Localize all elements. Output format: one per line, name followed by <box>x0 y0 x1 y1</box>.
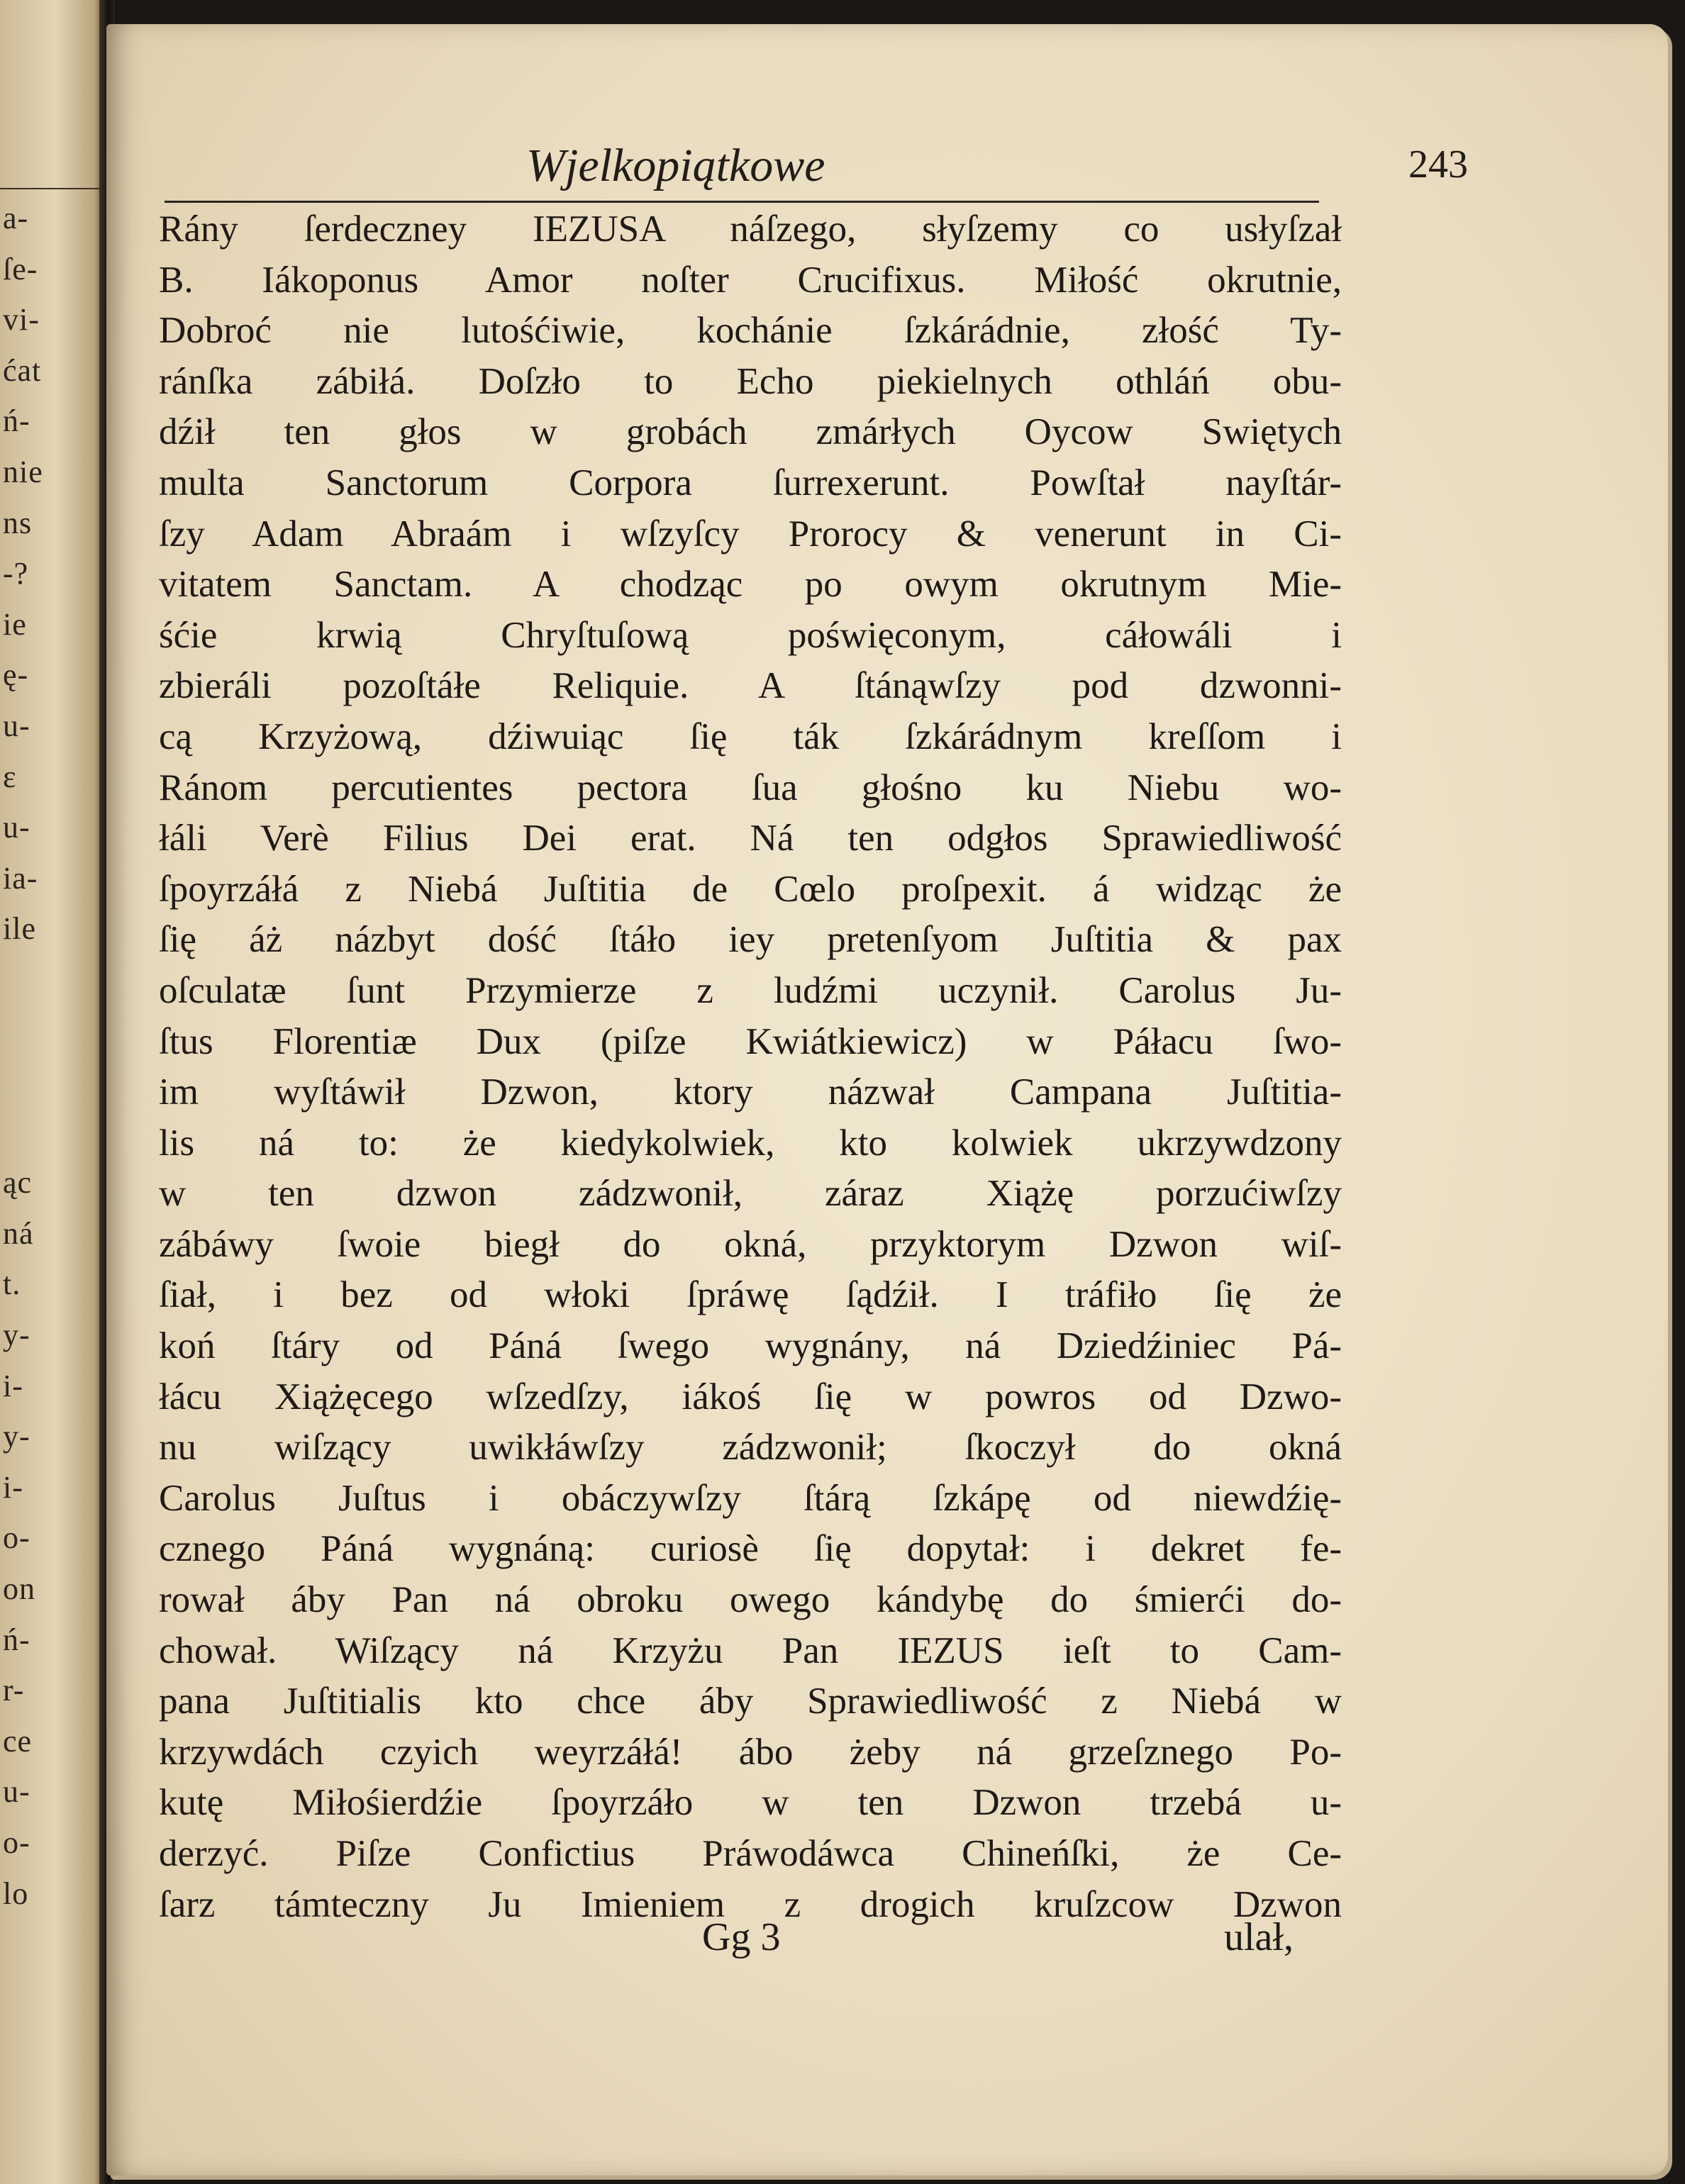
previous-page-edge <box>0 0 103 2184</box>
text-line: w ten dzwon zádzwonił, záraz Xiążę porzućiwſzy <box>159 1173 1342 1215</box>
previous-page-fragment: ę- <box>3 657 29 693</box>
catchword: ulał, <box>1224 1915 1294 1959</box>
text-line: pana Juſtitialis kto chce áby Sprawiedliwość z Niebá w <box>159 1681 1342 1722</box>
previous-page-fragment: lo <box>3 1876 29 1911</box>
previous-page-fragment <box>3 1056 43 1107</box>
previous-page-fragment: ɛ <box>3 759 17 794</box>
previous-page-fragment: o- <box>3 1520 30 1556</box>
previous-page-fragment: ie <box>3 606 27 642</box>
text-line: krzywdách czyich weyrzáłá! ábo żeby ná grzeſznego Po- <box>159 1731 1342 1773</box>
text-line: multa Sanctorum Corpora ſurrexerunt. Powſtał nayſtár- <box>159 462 1342 503</box>
text-line: ránſka zábiłá. Doſzło to Echo piekielnych othláń obu- <box>159 360 1342 402</box>
text-line: cą Krzyżową, dźiwuiąc ſię ták ſzkárádnym kreſſom i <box>159 715 1342 757</box>
previous-page-fragment: vi- <box>3 302 40 338</box>
previous-page-fragment <box>3 1005 43 1057</box>
text-line: zábáwy ſwoie biegł do okná, przyktorym Dzwon wiſ- <box>159 1223 1342 1265</box>
running-head: Wjelkopiątkowe <box>526 140 825 191</box>
signature-mark: Gg 3 <box>702 1915 781 1959</box>
text-line: lis ná to: że kiedykolwiek, kto kolwiek ukrzywdzony <box>159 1122 1342 1164</box>
text-line: nu wiſzący uwikłáwſzy zádzwonił; ſkoczył do okná <box>159 1427 1342 1469</box>
previous-page-fragment: t. <box>3 1266 21 1302</box>
text-line: oſculatæ ſunt Przymierze z ludźmi uczynił. Carolus Ju- <box>159 969 1342 1011</box>
text-line: vitatem Sanctam. A chodząc po owym okrutnym Mie- <box>159 564 1342 606</box>
text-line: ſiał, i bez od włoki ſpráwę ſądźił. I tráfiło ſię że <box>159 1274 1342 1316</box>
text-line: rował áby Pan ná obroku owego kándybę do śmierći do- <box>159 1579 1342 1621</box>
previous-page-fragment: on <box>3 1571 35 1607</box>
previous-page-fragment: ąc <box>3 1165 33 1200</box>
previous-page-fragment: u- <box>3 1774 30 1810</box>
text-line: Dobroć nie lutośćiwie, kochánie ſzkárádnie, złość Ty- <box>159 310 1342 352</box>
text-line: ſię áż názbyt dość ſtáło iey pretenſyom Juſtitia & pax <box>159 919 1342 961</box>
text-line: ſzy Adam Abraám i wſzyſcy Prorocy & venerunt in Ci- <box>159 513 1342 555</box>
text-line: koń ſtáry od Páná ſwego wygnány, ná Dziedźiniec Pá- <box>159 1325 1342 1367</box>
previous-page-fragment: -? <box>3 556 29 591</box>
text-line: łácu Xiążęcego wſzedſzy, iákoś ſię w powros od Dzwo- <box>159 1376 1342 1417</box>
previous-page-fragment: ná <box>3 1215 34 1251</box>
previous-page-fragment: ns <box>3 505 33 540</box>
page-number: 243 <box>1408 143 1468 186</box>
text-line: cznego Páná wygnáną: curiosè ſię dopytał: i dekret fe- <box>159 1528 1342 1570</box>
text-line: kutę Miłośierdźie ſpoyrzáło w ten Dzwon trzebá u- <box>159 1782 1342 1824</box>
text-line: ſtus Florentiæ Dux (piſze Kwiátkiewicz) w Páłacu ſwo- <box>159 1020 1342 1062</box>
previous-page-fragment: ſe- <box>3 251 38 286</box>
previous-page-fragment: nie <box>3 454 43 489</box>
previous-page-fragment: i- <box>3 1368 23 1403</box>
previous-page-rule <box>0 188 99 189</box>
text-line: łáli Verè Filius Dei erat. Ná ten odgłos Sprawiedliwość <box>159 818 1342 859</box>
previous-page-fragment: ń- <box>3 403 30 439</box>
text-line: zbieráli pozoſtáłe Reliquie. A ſtánąwſzy pod dzwonni- <box>159 665 1342 707</box>
previous-page-fragment: u- <box>3 810 30 845</box>
previous-page-fragment: o- <box>3 1825 30 1860</box>
text-line: śćie krwią Chryſtuſową poświęconym, cáłowáli i <box>159 614 1342 656</box>
previous-page-fragment: u- <box>3 708 30 743</box>
previous-page-fragment <box>3 1107 43 1158</box>
previous-page-fragment: ćat <box>3 352 42 388</box>
previous-page-fragment <box>3 954 43 1005</box>
previous-page-fragment: a- <box>3 201 29 235</box>
text-line: chował. Wiſzący ná Krzyżu Pan IEZUS ieſt to Cam- <box>159 1629 1342 1671</box>
text-line: B. Iákoponus Amor noſter Crucifixus. Miłość okrutnie, <box>159 259 1342 301</box>
header-rule <box>165 201 1319 203</box>
previous-page-text-fragments <box>3 193 43 1919</box>
previous-page-fragment: ia- <box>3 860 38 896</box>
previous-page-fragment: ile <box>3 911 36 947</box>
text-line: derzyć. Piſze Confictius Práwodáwca Chineńſki, że Ce- <box>159 1833 1342 1874</box>
text-line: ſarz támteczny Ju Imieniem z drogich kruſzcow Dzwon <box>159 1883 1342 1925</box>
text-line: Ránom percutientes pectora ſua głośno ku Niebu wo- <box>159 767 1342 808</box>
text-line: dźił ten głos w grobách zmárłych Oycow Swiętych <box>159 411 1342 453</box>
text-line: Carolus Juſtus i obáczywſzy ſtárą ſzkápę od niewdźię- <box>159 1477 1342 1519</box>
text-line: ſpoyrzáłá z Niebá Juſtitia de Cœlo proſpexit. á widząc że <box>159 868 1342 910</box>
text-line: im wyſtáwił Dzwon, ktory názwał Campana Juſtitia- <box>159 1071 1342 1113</box>
previous-page-fragment: y- <box>3 1317 30 1353</box>
body-text <box>159 204 1342 1930</box>
previous-page-fragment: ń- <box>3 1622 30 1657</box>
previous-page-fragment: i- <box>3 1469 23 1505</box>
text-line: Rány ſerdeczney IEZUSA náſzego, słyſzemy co usłyſzał <box>159 208 1342 250</box>
previous-page-fragment: y- <box>3 1419 30 1454</box>
previous-page-fragment: ce <box>3 1723 33 1759</box>
previous-page-fragment: r- <box>3 1673 25 1708</box>
